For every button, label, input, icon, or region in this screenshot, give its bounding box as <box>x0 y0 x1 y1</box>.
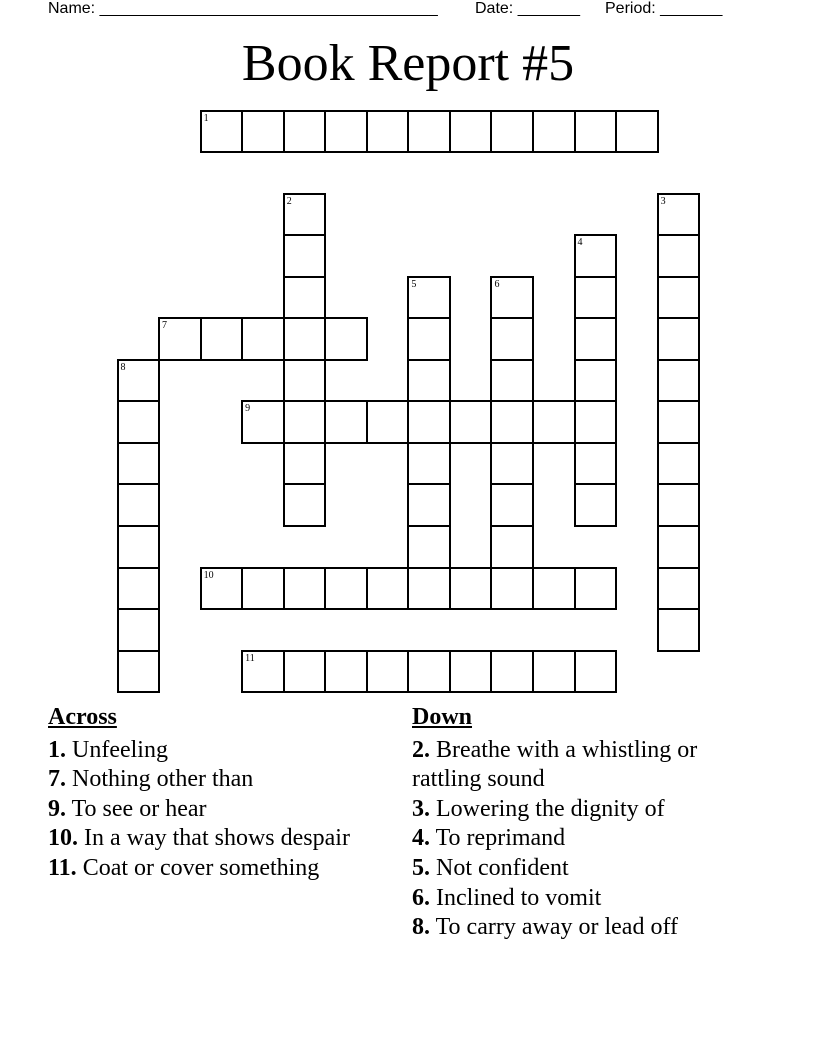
cell-number: 5 <box>411 278 417 290</box>
clue-text: To reprimand <box>430 825 566 852</box>
grid-cell[interactable] <box>657 276 701 320</box>
grid-cell[interactable] <box>366 110 410 154</box>
grid-cell[interactable] <box>407 442 451 486</box>
grid-cell[interactable] <box>532 400 576 444</box>
grid-cell[interactable] <box>490 525 534 569</box>
across-clue <box>48 824 384 854</box>
grid-cell[interactable] <box>657 234 701 278</box>
grid-cell[interactable] <box>657 400 701 444</box>
grid-cell[interactable] <box>283 359 327 403</box>
clue-text: Nothing other than <box>66 766 254 793</box>
cell-number: 6 <box>494 278 500 290</box>
date-field[interactable]: Date: _______ <box>475 0 580 17</box>
grid-cell[interactable] <box>657 567 701 611</box>
across-clue <box>48 765 384 795</box>
down-clue <box>412 854 752 884</box>
clue-text: Inclined to vomit <box>430 884 602 911</box>
grid-cell[interactable] <box>407 317 451 361</box>
grid-cell[interactable] <box>490 317 534 361</box>
grid-cell[interactable] <box>117 567 161 611</box>
grid-cell[interactable] <box>574 442 618 486</box>
name-field[interactable]: Name: ______________________________________ <box>48 0 438 17</box>
grid-cell[interactable] <box>324 400 368 444</box>
grid-cell[interactable] <box>283 483 327 527</box>
grid-cell[interactable] <box>407 400 451 444</box>
grid-cell[interactable] <box>407 276 451 320</box>
cell-number: 9 <box>245 403 251 415</box>
grid-cell[interactable] <box>574 400 618 444</box>
grid-cell[interactable] <box>283 442 327 486</box>
grid-cell[interactable] <box>615 110 659 154</box>
grid-cell[interactable] <box>407 110 451 154</box>
grid-cell[interactable] <box>490 650 534 694</box>
grid-cell[interactable] <box>158 317 202 361</box>
grid-cell[interactable] <box>241 110 285 154</box>
period-field[interactable]: Period: _______ <box>605 0 723 17</box>
grid-cell[interactable] <box>407 525 451 569</box>
clue-number: 4. <box>412 825 430 852</box>
grid-cell[interactable] <box>324 110 368 154</box>
grid-cell[interactable] <box>490 359 534 403</box>
grid-cell[interactable] <box>283 193 327 237</box>
grid-cell[interactable] <box>283 110 327 154</box>
down-clue <box>412 884 752 914</box>
grid-cell[interactable] <box>117 525 161 569</box>
clue-number: 2. <box>412 736 430 763</box>
grid-cell[interactable] <box>449 567 493 611</box>
grid-cell[interactable] <box>449 650 493 694</box>
clue-text: In a way that shows despair <box>78 825 350 852</box>
grid-cell[interactable] <box>117 608 161 652</box>
grid-cell[interactable] <box>117 400 161 444</box>
across-heading: Across <box>48 704 117 730</box>
cell-number: 2 <box>286 195 292 207</box>
grid-cell[interactable] <box>117 442 161 486</box>
grid-cell[interactable] <box>324 650 368 694</box>
cell-number: 1 <box>203 112 209 124</box>
grid-cell[interactable] <box>407 359 451 403</box>
down-heading: Down <box>412 704 473 730</box>
down-clue <box>412 913 752 943</box>
grid-cell[interactable] <box>283 317 327 361</box>
grid-cell[interactable] <box>283 650 327 694</box>
grid-cell[interactable] <box>324 567 368 611</box>
clue-text: Coat or cover something <box>76 854 320 881</box>
grid-cell[interactable] <box>407 483 451 527</box>
grid-cell[interactable] <box>407 567 451 611</box>
grid-cell[interactable] <box>117 483 161 527</box>
grid-cell[interactable] <box>366 650 410 694</box>
grid-cell[interactable] <box>283 567 327 611</box>
down-clue-list <box>412 736 752 943</box>
grid-cell[interactable] <box>200 110 244 154</box>
clue-text: Lowering the dignity of <box>430 795 665 822</box>
grid-cell[interactable] <box>574 359 618 403</box>
across-clue-list <box>48 736 384 884</box>
grid-cell[interactable] <box>366 400 410 444</box>
cell-number: 8 <box>120 361 126 373</box>
clue-number: 6. <box>412 884 430 911</box>
clue-text: Breathe with a whistling or rattling sound <box>412 736 698 793</box>
grid-cell[interactable] <box>241 317 285 361</box>
grid-cell[interactable] <box>366 567 410 611</box>
grid-cell[interactable] <box>117 359 161 403</box>
grid-cell[interactable] <box>490 483 534 527</box>
grid-cell[interactable] <box>574 110 618 154</box>
grid-cell[interactable] <box>407 650 451 694</box>
across-clue <box>48 854 384 884</box>
grid-cell[interactable] <box>532 110 576 154</box>
across-clues <box>48 703 384 884</box>
clue-text: Not confident <box>430 854 569 881</box>
grid-cell[interactable] <box>241 400 285 444</box>
grid-cell[interactable] <box>283 276 327 320</box>
cell-number: 11 <box>245 652 255 664</box>
down-clues <box>412 703 752 943</box>
grid-cell[interactable] <box>490 400 534 444</box>
grid-cell[interactable] <box>657 525 701 569</box>
clue-number: 9. <box>48 795 66 822</box>
grid-cell[interactable] <box>117 650 161 694</box>
grid-cell[interactable] <box>574 567 618 611</box>
down-clue <box>412 795 752 825</box>
grid-cell[interactable] <box>657 317 701 361</box>
across-clue <box>48 736 384 766</box>
clue-text: To carry away or lead off <box>430 914 678 941</box>
grid-cell[interactable] <box>532 650 576 694</box>
grid-cell[interactable] <box>574 317 618 361</box>
cell-number: 7 <box>162 320 168 332</box>
clue-number: 11. <box>48 854 77 881</box>
grid-cell[interactable] <box>241 567 285 611</box>
grid-cell[interactable] <box>490 276 534 320</box>
grid-cell[interactable] <box>532 567 576 611</box>
grid-cell[interactable] <box>324 317 368 361</box>
clue-number: 10. <box>48 825 78 852</box>
down-clue <box>412 824 752 854</box>
grid-cell[interactable] <box>200 567 244 611</box>
down-clue <box>412 736 752 795</box>
cell-number: 4 <box>577 237 583 249</box>
clue-number: 1. <box>48 736 66 763</box>
grid-cell[interactable] <box>657 442 701 486</box>
grid-cell[interactable] <box>574 483 618 527</box>
clue-number: 5. <box>412 854 430 881</box>
grid-cell[interactable] <box>657 608 701 652</box>
grid-cell[interactable] <box>449 110 493 154</box>
grid-cell[interactable] <box>657 193 701 237</box>
grid-cell[interactable] <box>449 400 493 444</box>
grid-cell[interactable] <box>574 234 618 278</box>
cell-number: 3 <box>660 195 666 207</box>
grid-cell[interactable] <box>490 442 534 486</box>
grid-cell[interactable] <box>490 110 534 154</box>
grid-cell[interactable] <box>657 483 701 527</box>
clue-text: To see or hear <box>66 795 207 822</box>
grid-cell[interactable] <box>241 650 285 694</box>
page-title: Book Report #5 <box>241 35 575 92</box>
grid-cell[interactable] <box>490 567 534 611</box>
grid-cell[interactable] <box>657 359 701 403</box>
clue-number: 7. <box>48 766 66 793</box>
clue-text: Unfeeling <box>66 736 168 763</box>
clue-number: 3. <box>412 795 430 822</box>
grid-cell[interactable] <box>574 276 618 320</box>
grid-cell[interactable] <box>200 317 244 361</box>
clue-number: 8. <box>412 914 430 941</box>
grid-cell[interactable] <box>283 400 327 444</box>
grid-cell[interactable] <box>574 650 618 694</box>
cell-number: 10 <box>203 569 214 581</box>
grid-cell[interactable] <box>283 234 327 278</box>
across-clue <box>48 795 384 825</box>
